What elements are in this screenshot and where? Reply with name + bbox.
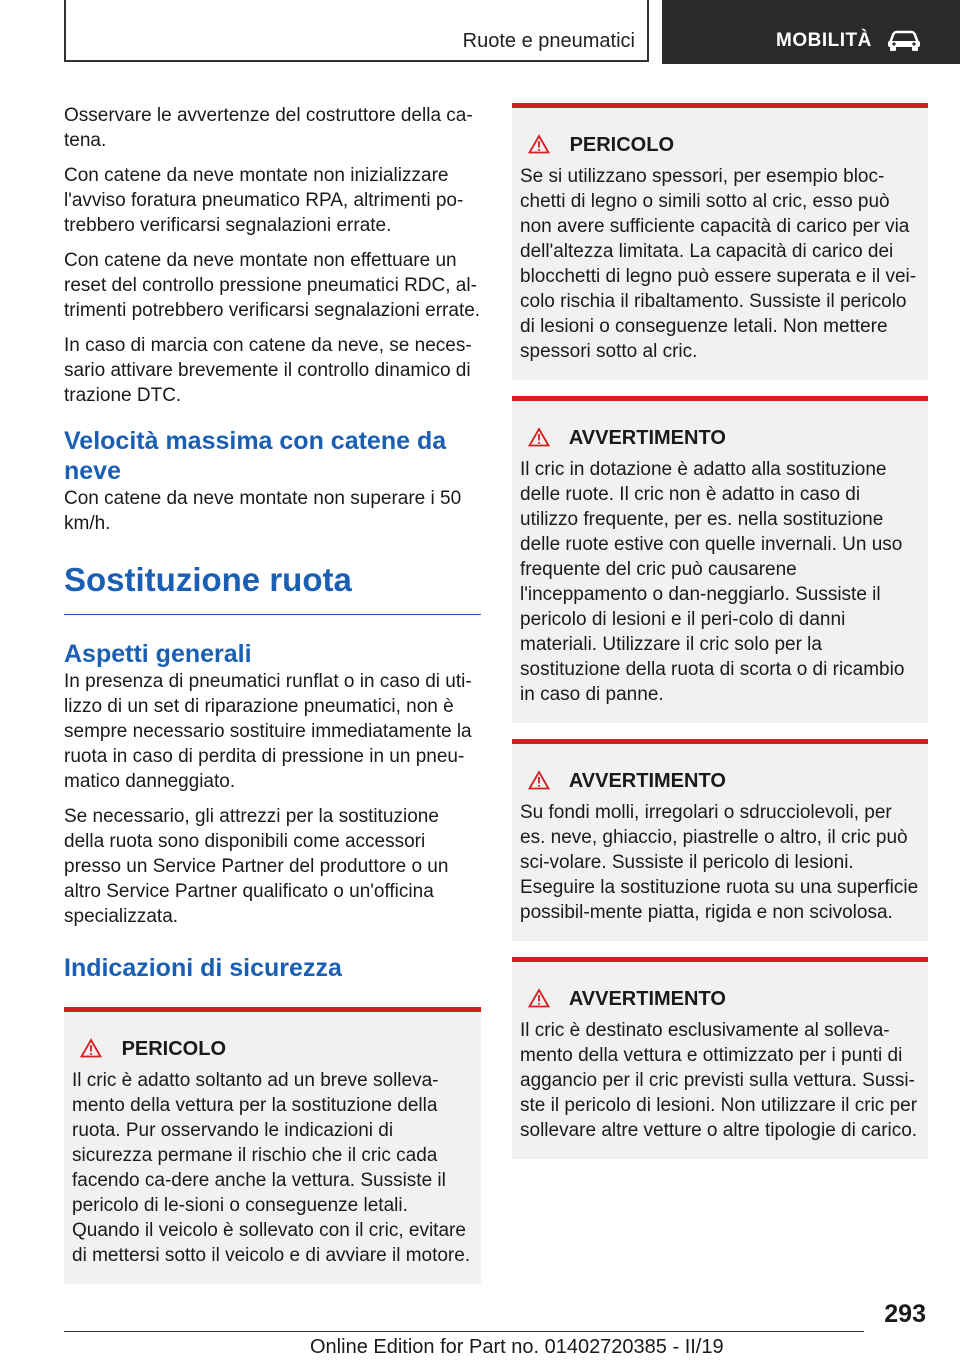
warning-triangle-icon <box>528 134 550 154</box>
edition-info: Online Edition for Part no. 01402720385 - II/19 <box>310 1336 724 1358</box>
notice-text: Il cric è adatto soltanto ad un breve solleva-mento della vettura per la sostituzione della ruota. Pur osservando le indicazioni di sicurezza permane il rischio che il cric cada facendo ca-dere anche la vettura. Sussiste il pericolo di le-sioni o conseguenze letali. Quando il veicolo è sollevato con il cric, evitare di mettersi sotto il veicolo e di avviare il motore. <box>72 1070 471 1266</box>
warning-notice <box>512 957 928 1159</box>
danger-notice <box>512 103 928 380</box>
warning-triangle-icon <box>80 1038 102 1058</box>
paragraph: Se necessario, gli attrezzi per la sostituzione della ruota sono disponibili come accessori presso un Service Partner del produttore o un altro Service Partner qualificato o un'officina specializzata. <box>64 806 449 927</box>
notice-text: Su fondi molli, irregolari o sdrucciolevoli, per es. neve, ghiaccio, piastrelle o altro, il cric può sci-volare. Sussiste il pericolo di lesioni. Eseguire la sostituzione ruota su una superficie possibil-mente piatta, rigida e non scivolosa. <box>520 802 919 923</box>
warning-triangle-icon <box>528 427 550 447</box>
left-column <box>64 103 481 1284</box>
heading-general: Aspetti generali <box>64 640 252 668</box>
warning-notice <box>512 396 928 723</box>
section-title: Ruote e pneumatici <box>462 30 635 52</box>
right-column <box>512 103 928 1159</box>
warning-notice <box>512 739 928 941</box>
heading-safety: Indicazioni di sicurezza <box>64 954 342 982</box>
paragraph: Con catene da neve montate non superare i 50 km/h. <box>64 488 462 534</box>
heading-speed: Velocità massima con catene da neve <box>64 427 447 485</box>
section-title-box <box>64 0 649 62</box>
chapter-tab <box>662 0 960 64</box>
notice-title: PERICOLO <box>121 1038 227 1060</box>
heading-wheel-change: Sostituzione ruota <box>64 558 481 615</box>
notice-text: Il cric in dotazione è adatto alla sostituzione delle ruote. Il cric non è adatto in caso di utilizzo frequente, per es. nella sostituzione delle ruote estive con quelle invernali. Un uso frequente del cric può causarene l'inceppamento o dan-neggiarlo. Sussiste il pericolo di lesioni e il peri-colo di danni materiali. Utilizzare il cric solo per la sostituzione della ruota di scorta o di ricambio in caso di panne. <box>520 459 905 705</box>
warning-triangle-icon <box>528 770 550 790</box>
paragraph: Con catene da neve montate non inizializzare l'avviso foratura pneumatico RPA, altrimenti po-trebbero verificarsi segnalazioni errate. <box>64 165 464 236</box>
danger-notice <box>64 1007 481 1284</box>
paragraph: Con catene da neve montate non effettuare un reset del controllo pressione pneumatici RDC, al-trimenti potrebbero verificarsi segnalazioni errate. <box>64 250 481 321</box>
paragraph: In caso di marcia con catene da neve, se neces-sario attivare brevemente il controllo dinamico di trazione DTC. <box>64 335 472 406</box>
notice-title: AVVERTIMENTO <box>568 988 726 1010</box>
notice-text: Il cric è destinato esclusivamente al solleva-mento della vettura e ottimizzato per i punti di aggancio per il cric previsti sulla vettura. Sussi-ste il pericolo di lesioni. Non utilizzare il cric per sollevare altre vetture o altre tipologie di carico. <box>520 1020 918 1141</box>
page-number: 293 <box>884 1300 926 1328</box>
warning-triangle-icon <box>528 988 550 1008</box>
car-icon <box>886 29 922 51</box>
paragraph: In presenza di pneumatici runflat o in caso di uti-lizzo di un set di riparazione pneumatici, non è sempre necessario sostituire immediatamente la ruota in caso di perdita di pressione in un pneu-matico danneggiato. <box>64 671 472 792</box>
page-header <box>64 0 960 64</box>
notice-title: AVVERTIMENTO <box>568 427 726 449</box>
paragraph: Osservare le avvertenze del costruttore della ca-tena. <box>64 105 473 151</box>
notice-text: Se si utilizzano spessori, per esempio bloc-chetti di legno o simili sotto al cric, esso può non avere sufficiente capacità di carico per via dell'altezza limitata. La capacità di carico dei blocchetti di legno può essere superata e il vei-colo rischia il ribaltamento. Sussiste il pericolo di lesioni o conseguenze letali. Non mettere spessori sotto al cric. <box>520 166 917 362</box>
notice-title: PERICOLO <box>569 134 675 156</box>
chapter-label: MOBILITÀ <box>776 30 872 51</box>
footer-divider <box>64 1331 864 1332</box>
notice-title: AVVERTIMENTO <box>568 770 726 792</box>
